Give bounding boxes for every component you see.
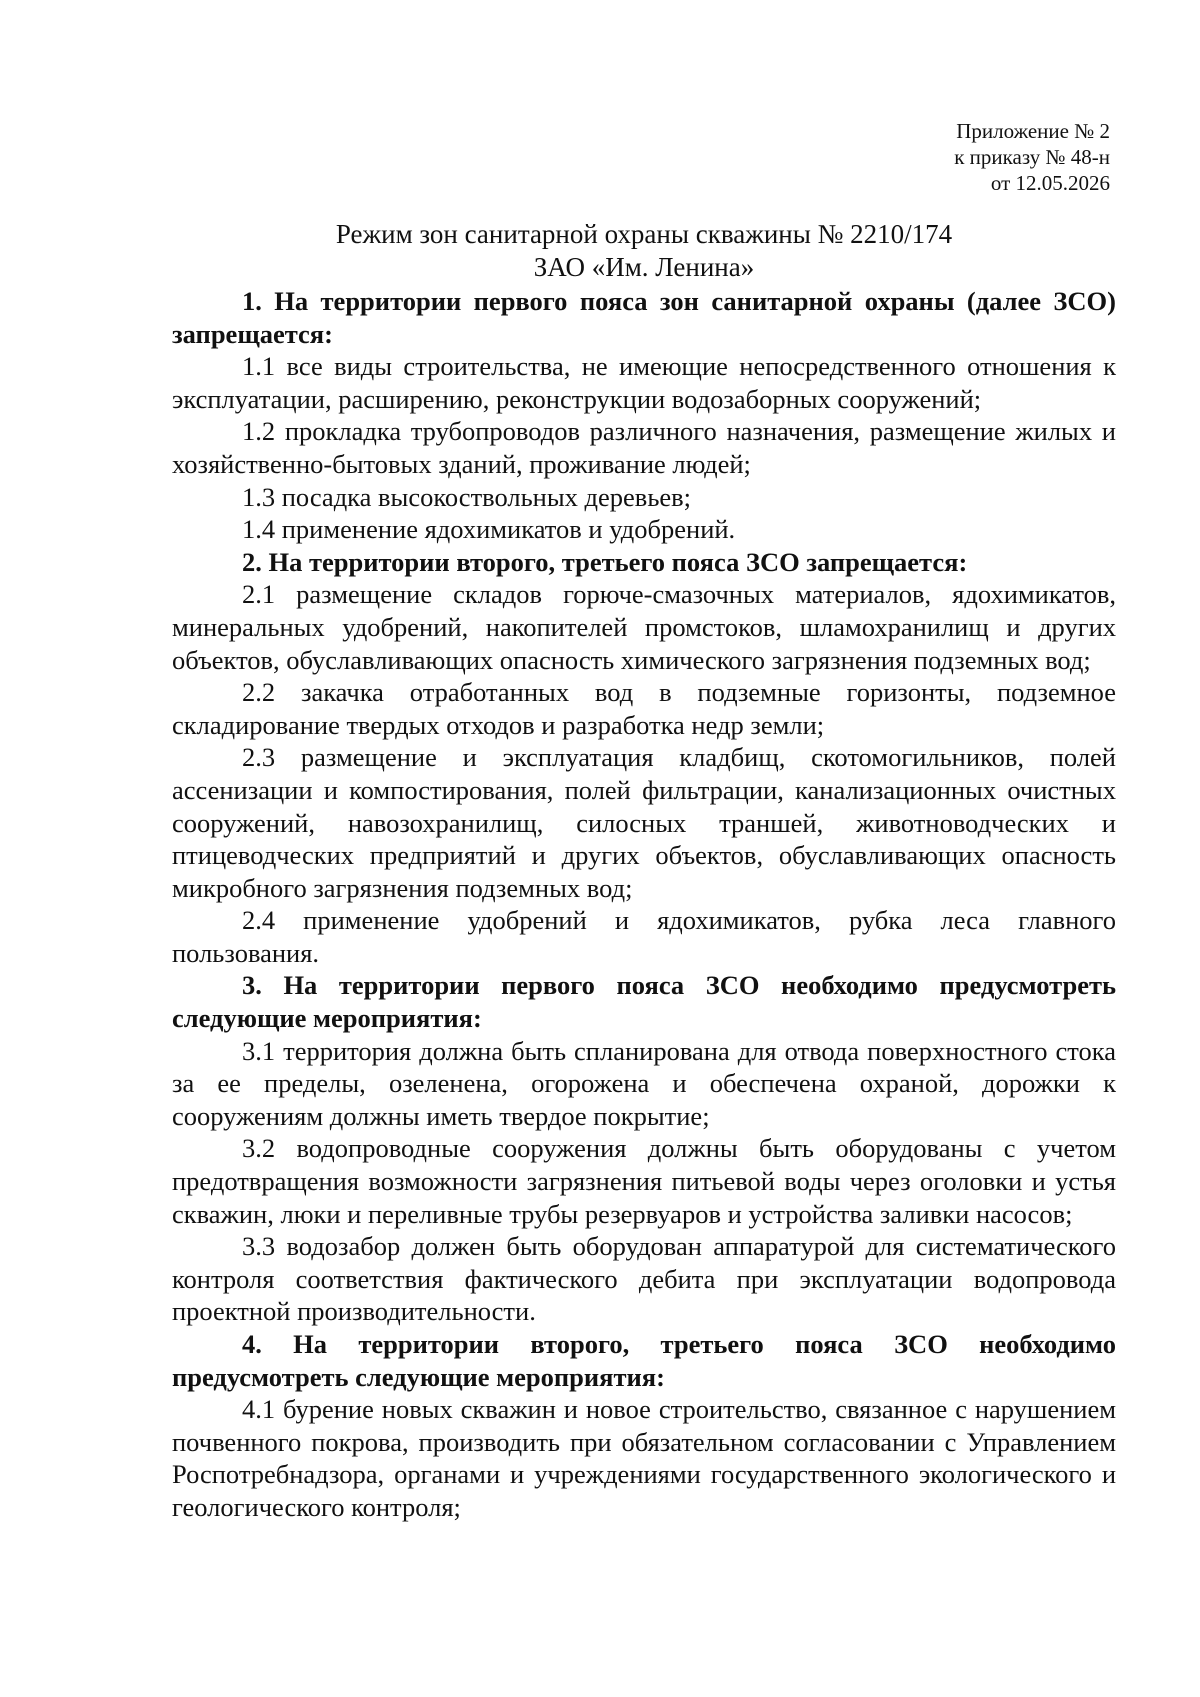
list-item-4-1: 4.1 бурение новых скважин и новое строительство, связанное с нарушением почвенного покрова, производить при обязательном согласовании с Управлением Роспотребнадзора, органами и учреждениями государственного экологического и геологического контроля; [172,1394,1116,1522]
list-item-2-1: 2.1 размещение складов горюче-смазочных материалов, ядохимикатов, минеральных удобрений, накопителей промстоков, шламохранилищ и других объектов, обуславливающих опасность химического загрязнения подземных вод; [172,579,1116,675]
list-item-2-3: 2.3 размещение и эксплуатация кладбищ, скотомогильников, полей ассенизации и компостирования, полей фильтрации, канализационных очистных сооружений, навозохранилищ, силосных траншей, животноводческих и птицеводческих предприятий и других объектов, обуславливающих опасность микробного загрязнения подземных вод; [172,742,1116,903]
list-item-1-2: 1.2 прокладка трубопроводов различного назначения, размещение жилых и хозяйственно-бытовых зданий, проживание людей; [172,416,1116,479]
list-item-2-2: 2.2 закачка отработанных вод в подземные горизонты, подземное складирование твердых отходов и разработка недр земли; [172,677,1116,740]
section-heading-1: 1. На территории первого пояса зон санитарной охраны (далее ЗСО) запрещается: [172,286,1116,349]
list-item-3-1: 3.1 территория должна быть спланирована для отвода поверхностного стока за ее пределы, озеленена, огорожена и обеспечена охраной, дорожки к сооружениям должны иметь твердое покрытие; [172,1035,1116,1131]
section-heading-3: 3. На территории первого пояса ЗСО необходимо предусмотреть следующие мероприятия: [172,970,1116,1034]
list-item-3-2: 3.2 водопроводные сооружения должны быть оборудованы с учетом предотвращения возможности загрязнения питьевой воды через оголовки и устья скважин, люки и переливные трубы резервуаров и устройства заливки насосов; [172,1133,1116,1229]
section-heading-2: 2. На территории второго, третьего пояса ЗСО запрещается: [242,546,968,577]
document-title [172,218,1116,284]
list-item-1-1: 1.1 все виды строительства, не имеющие непосредственного отношения к эксплуатации, расширению, реконструкции водозаборных сооружений; [172,351,1116,414]
appendix-reference [954,118,1110,196]
title-line-company: ЗАО «Им. Ленина» [533,252,755,282]
list-item-1-4: 1.4 применение ядохимикатов и удобрений. [242,514,736,545]
appendix-number: Приложение № 2 [956,119,1110,143]
list-item-1-3: 1.3 посадка высокоствольных деревьев; [242,481,692,512]
list-item-2-4: 2.4 применение удобрений и ядохимикатов, рубка леса главного пользования. [172,905,1116,968]
order-number: к приказу № 48-н [954,145,1110,169]
document-body [172,285,1116,1524]
title-line-regime: Режим зон санитарной охраны скважины № 2210/174 [335,219,953,249]
order-date: от 12.05.2026 [990,171,1110,195]
section-heading-4: 4. На территории второго, третьего пояса ЗСО необходимо предусмотреть следующие мероприятия: [172,1329,1116,1392]
list-item-3-3: 3.3 водозабор должен быть оборудован аппаратурой для систематического контроля соответствия фактического дебита при эксплуатации водопровода проектной производительности. [172,1231,1116,1327]
